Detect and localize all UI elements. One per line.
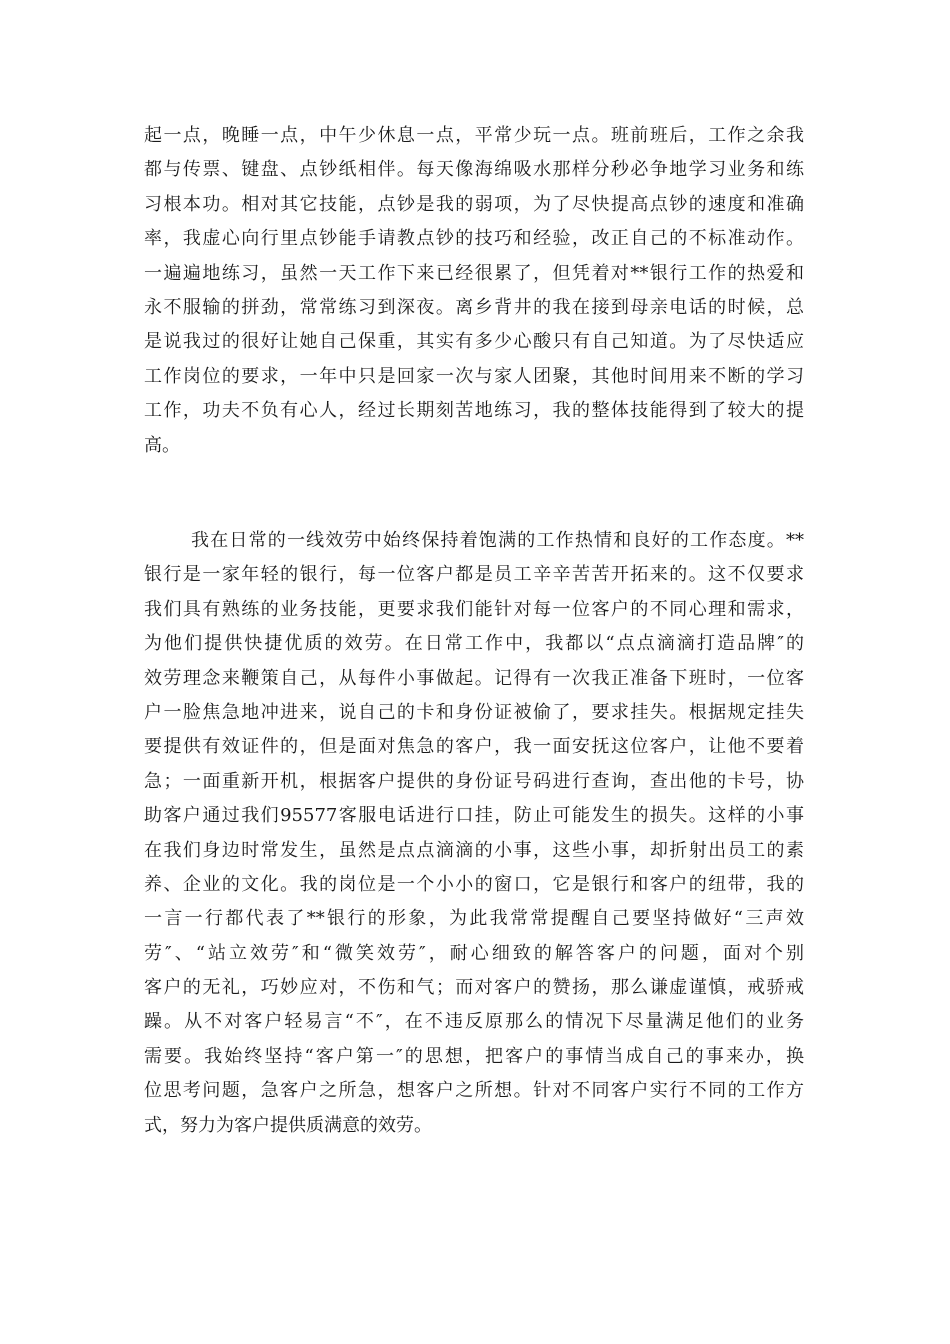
paragraph-2 (144, 524, 804, 1143)
paragraph-2-line: 式，努力为客户提供质满意的效劳。 (144, 1114, 432, 1136)
paragraph-2-line: 在我们身边时常发生，虽然是点点滴滴的小事，这些小事，却折射出员工的素 (144, 839, 804, 861)
paragraph-1-line: 永不服输的拼劲，常常练习到深夜。离乡背井的我在接到母亲电话的时候，总 (144, 296, 804, 318)
paragraph-2-line: 位思考问题，急客户之所急，想客户之所想。针对不同客户实行不同的工作方 (144, 1080, 804, 1102)
paragraph-1-line: 工作，功夫不负有心人，经过长期刻苦地练习，我的整体技能得到了较大的提 (144, 400, 804, 422)
paragraph-2-line: 劳″、“站立效劳″和“微笑效劳″，耐心细致的解答客户的问题，面对个别 (144, 942, 804, 964)
paragraph-2-line: 需要。我始终坚持“客户第一″的思想，把客户的事情当成自己的事来办，换 (144, 1045, 804, 1067)
paragraph-2-line: 躁。从不对客户轻易言“不″，在不违反原那么的情况下尽量满足他们的业务 (144, 1011, 804, 1033)
paragraph-2-line: 急；一面重新开机，根据客户提供的身份证号码进行查询，查出他的卡号，协 (144, 770, 804, 792)
paragraph-2-line: 助客户通过我们95577客服电话进行口挂，防止可能发生的损失。这样的小事 (144, 805, 804, 827)
paragraph-1-line: 工作岗位的要求，一年中只是回家一次与家人团聚，其他时间用来不断的学习 (144, 365, 804, 387)
paragraph-1-line: 高。 (144, 434, 180, 456)
paragraph-1-line: 率，我虚心向行里点钞能手请教点钞的技巧和经验，改正自己的不标准动作。 (144, 228, 804, 250)
paragraph-1-line: 一遍遍地练习，虽然一天工作下来已经很累了，但凭着对**银行工作的热爱和 (144, 262, 804, 284)
paragraph-2-line: 养、企业的文化。我的岗位是一个小小的窗口，它是银行和客户的纽带，我的 (144, 873, 804, 895)
paragraph-2-line: 客户的无礼，巧妙应对，不伤和气；而对客户的赞扬，那么谦虚谨慎，戒骄戒 (144, 977, 804, 999)
paragraph-2-line: 为他们提供快捷优质的效劳。在日常工作中，我都以“点点滴滴打造品牌″的 (144, 633, 804, 655)
paragraph-1-line: 都与传票、键盘、点钞纸相伴。每天像海绵吸水那样分秒必争地学习业务和练 (144, 159, 804, 181)
paragraph-1-line: 习根本功。相对其它技能，点钞是我的弱项，为了尽快提高点钞的速度和准确 (144, 193, 804, 215)
paragraph-2-line: 银行是一家年轻的银行，每一位客户都是员工辛辛苦苦开拓来的。这不仅要求 (144, 564, 804, 586)
paragraph-2-line: 户一脸焦急地冲进来，说自己的卡和身份证被偷了，要求挂失。根据规定挂失 (144, 701, 804, 723)
paragraph-1-line: 起一点，晚睡一点，中午少休息一点，平常少玩一点。班前班后，工作之余我 (144, 125, 804, 146)
paragraph-1 (144, 119, 804, 463)
paragraph-2-line: 要提供有效证件的，但是面对焦急的客户，我一面安抚这位客户，让他不要着 (144, 736, 804, 758)
paragraph-2-line: 一言一行都代表了**银行的形象，为此我常常提醒自己要坚持做好“三声效 (144, 908, 804, 930)
paragraph-2-line: 我在日常的一线效劳中始终保持着饱满的工作热情和良好的工作态度。** (191, 530, 804, 551)
paragraph-2-line: 我们具有熟练的业务技能，更要求我们能针对每一位客户的不同心理和需求， (144, 598, 804, 620)
paragraph-2-line: 效劳理念来鞭策自己，从每件小事做起。记得有一次我正准备下班时，一位客 (144, 667, 804, 689)
paragraph-1-line: 是说我过的很好让她自己保重，其实有多少心酸只有自己知道。为了尽快适应 (144, 331, 804, 353)
